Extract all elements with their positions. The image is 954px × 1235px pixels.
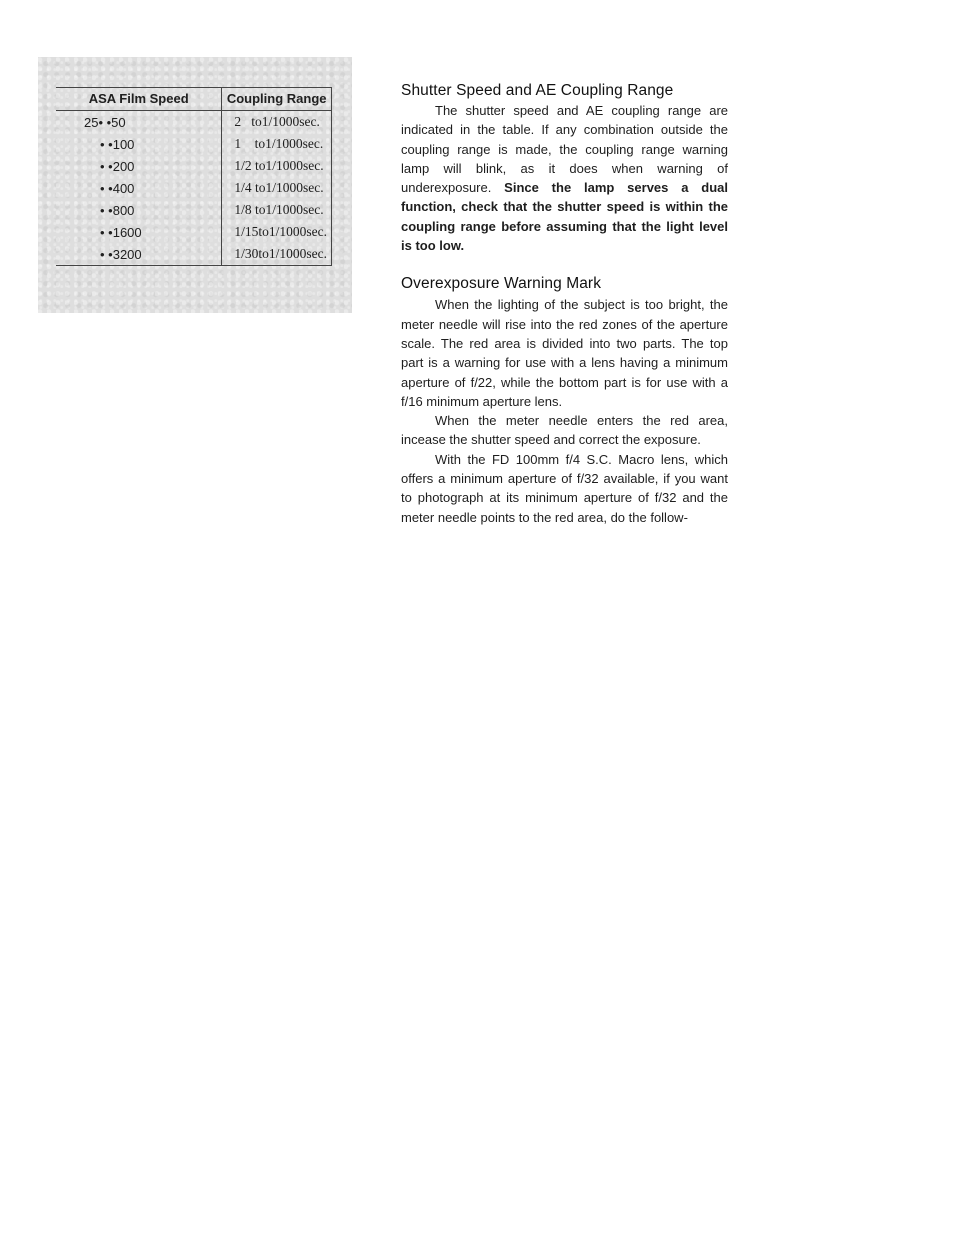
coupling-range-cell: 1/30to1/1000sec. bbox=[222, 243, 332, 266]
table-row bbox=[56, 221, 332, 243]
coupling-range-table bbox=[56, 87, 332, 266]
table-row bbox=[56, 243, 332, 266]
manual-text-column bbox=[401, 80, 728, 527]
paragraph-coupling-range-bold: Since the lamp serves a dual function, check that the shutter speed is within the coupling range before assuming that the light level is too low. bbox=[401, 180, 728, 254]
table-row bbox=[56, 111, 332, 134]
heading-overexposure-warning-mark: Overexposure Warning Mark bbox=[401, 275, 602, 293]
asa-speed-cell: • •3200 bbox=[56, 243, 222, 266]
paragraph-macro-lens: With the FD 100mm f/4 S.C. Macro lens, which offers a minimum aperture of f/32 available, if you want to photograph at its minimum aperture of f/32 and the meter needle points to the red area, do the follow- bbox=[401, 451, 728, 525]
coupling-range-cell: 1/15to1/1000sec. bbox=[222, 221, 332, 243]
table-row bbox=[56, 177, 332, 199]
table-header-row bbox=[56, 88, 332, 111]
asa-speed-cell: • •800 bbox=[56, 199, 222, 221]
table-row bbox=[56, 155, 332, 177]
asa-speed-cell: • •200 bbox=[56, 155, 222, 177]
paragraph-red-zones: When the lighting of the subject is too bright, the meter needle will rise into the red zones of the aperture scale. The red area is divided into two parts. The top part is a warning for use with a lens having a minimum aperture of f/22, while the bottom part is for use with a f/16 minimum aperture lens. bbox=[401, 297, 728, 409]
coupling-range-cell: 1 to1/1000sec. bbox=[222, 133, 332, 155]
header-coupling-range: Coupling Range bbox=[222, 88, 332, 111]
paragraph-coupling-range bbox=[401, 101, 728, 255]
section-shutter-speed bbox=[401, 80, 728, 255]
asa-speed-cell: • •100 bbox=[56, 133, 222, 155]
coupling-range-cell: 1/2 to1/1000sec. bbox=[222, 155, 332, 177]
asa-speed-cell: 25• •50 bbox=[56, 111, 222, 134]
heading-shutter-speed-ae-coupling: Shutter Speed and AE Coupling Range bbox=[401, 82, 674, 99]
asa-speed-cell: • •1600 bbox=[56, 221, 222, 243]
table-row bbox=[56, 199, 332, 221]
coupling-range-cell: 1/8 to1/1000sec. bbox=[222, 199, 332, 221]
paragraph-increase-shutter: When the meter needle enters the red area, incease the shutter speed and correct the exposure. bbox=[401, 413, 728, 448]
table-row bbox=[56, 133, 332, 155]
asa-speed-cell: • •400 bbox=[56, 177, 222, 199]
paragraph-coupling-range-text: The shutter speed and AE coupling range are indicated in the table. If any combination outside the coupling range is made, the coupling range warning lamp will blink, as it does when warning of underexposure. bbox=[401, 103, 728, 196]
header-asa-film-speed: ASA Film Speed bbox=[56, 88, 222, 111]
section-overexposure bbox=[401, 273, 728, 527]
coupling-range-cell: 1/4 to1/1000sec. bbox=[222, 177, 332, 199]
coupling-table-panel bbox=[38, 57, 352, 313]
coupling-range-cell: 2 to1/1000sec. bbox=[222, 111, 332, 134]
